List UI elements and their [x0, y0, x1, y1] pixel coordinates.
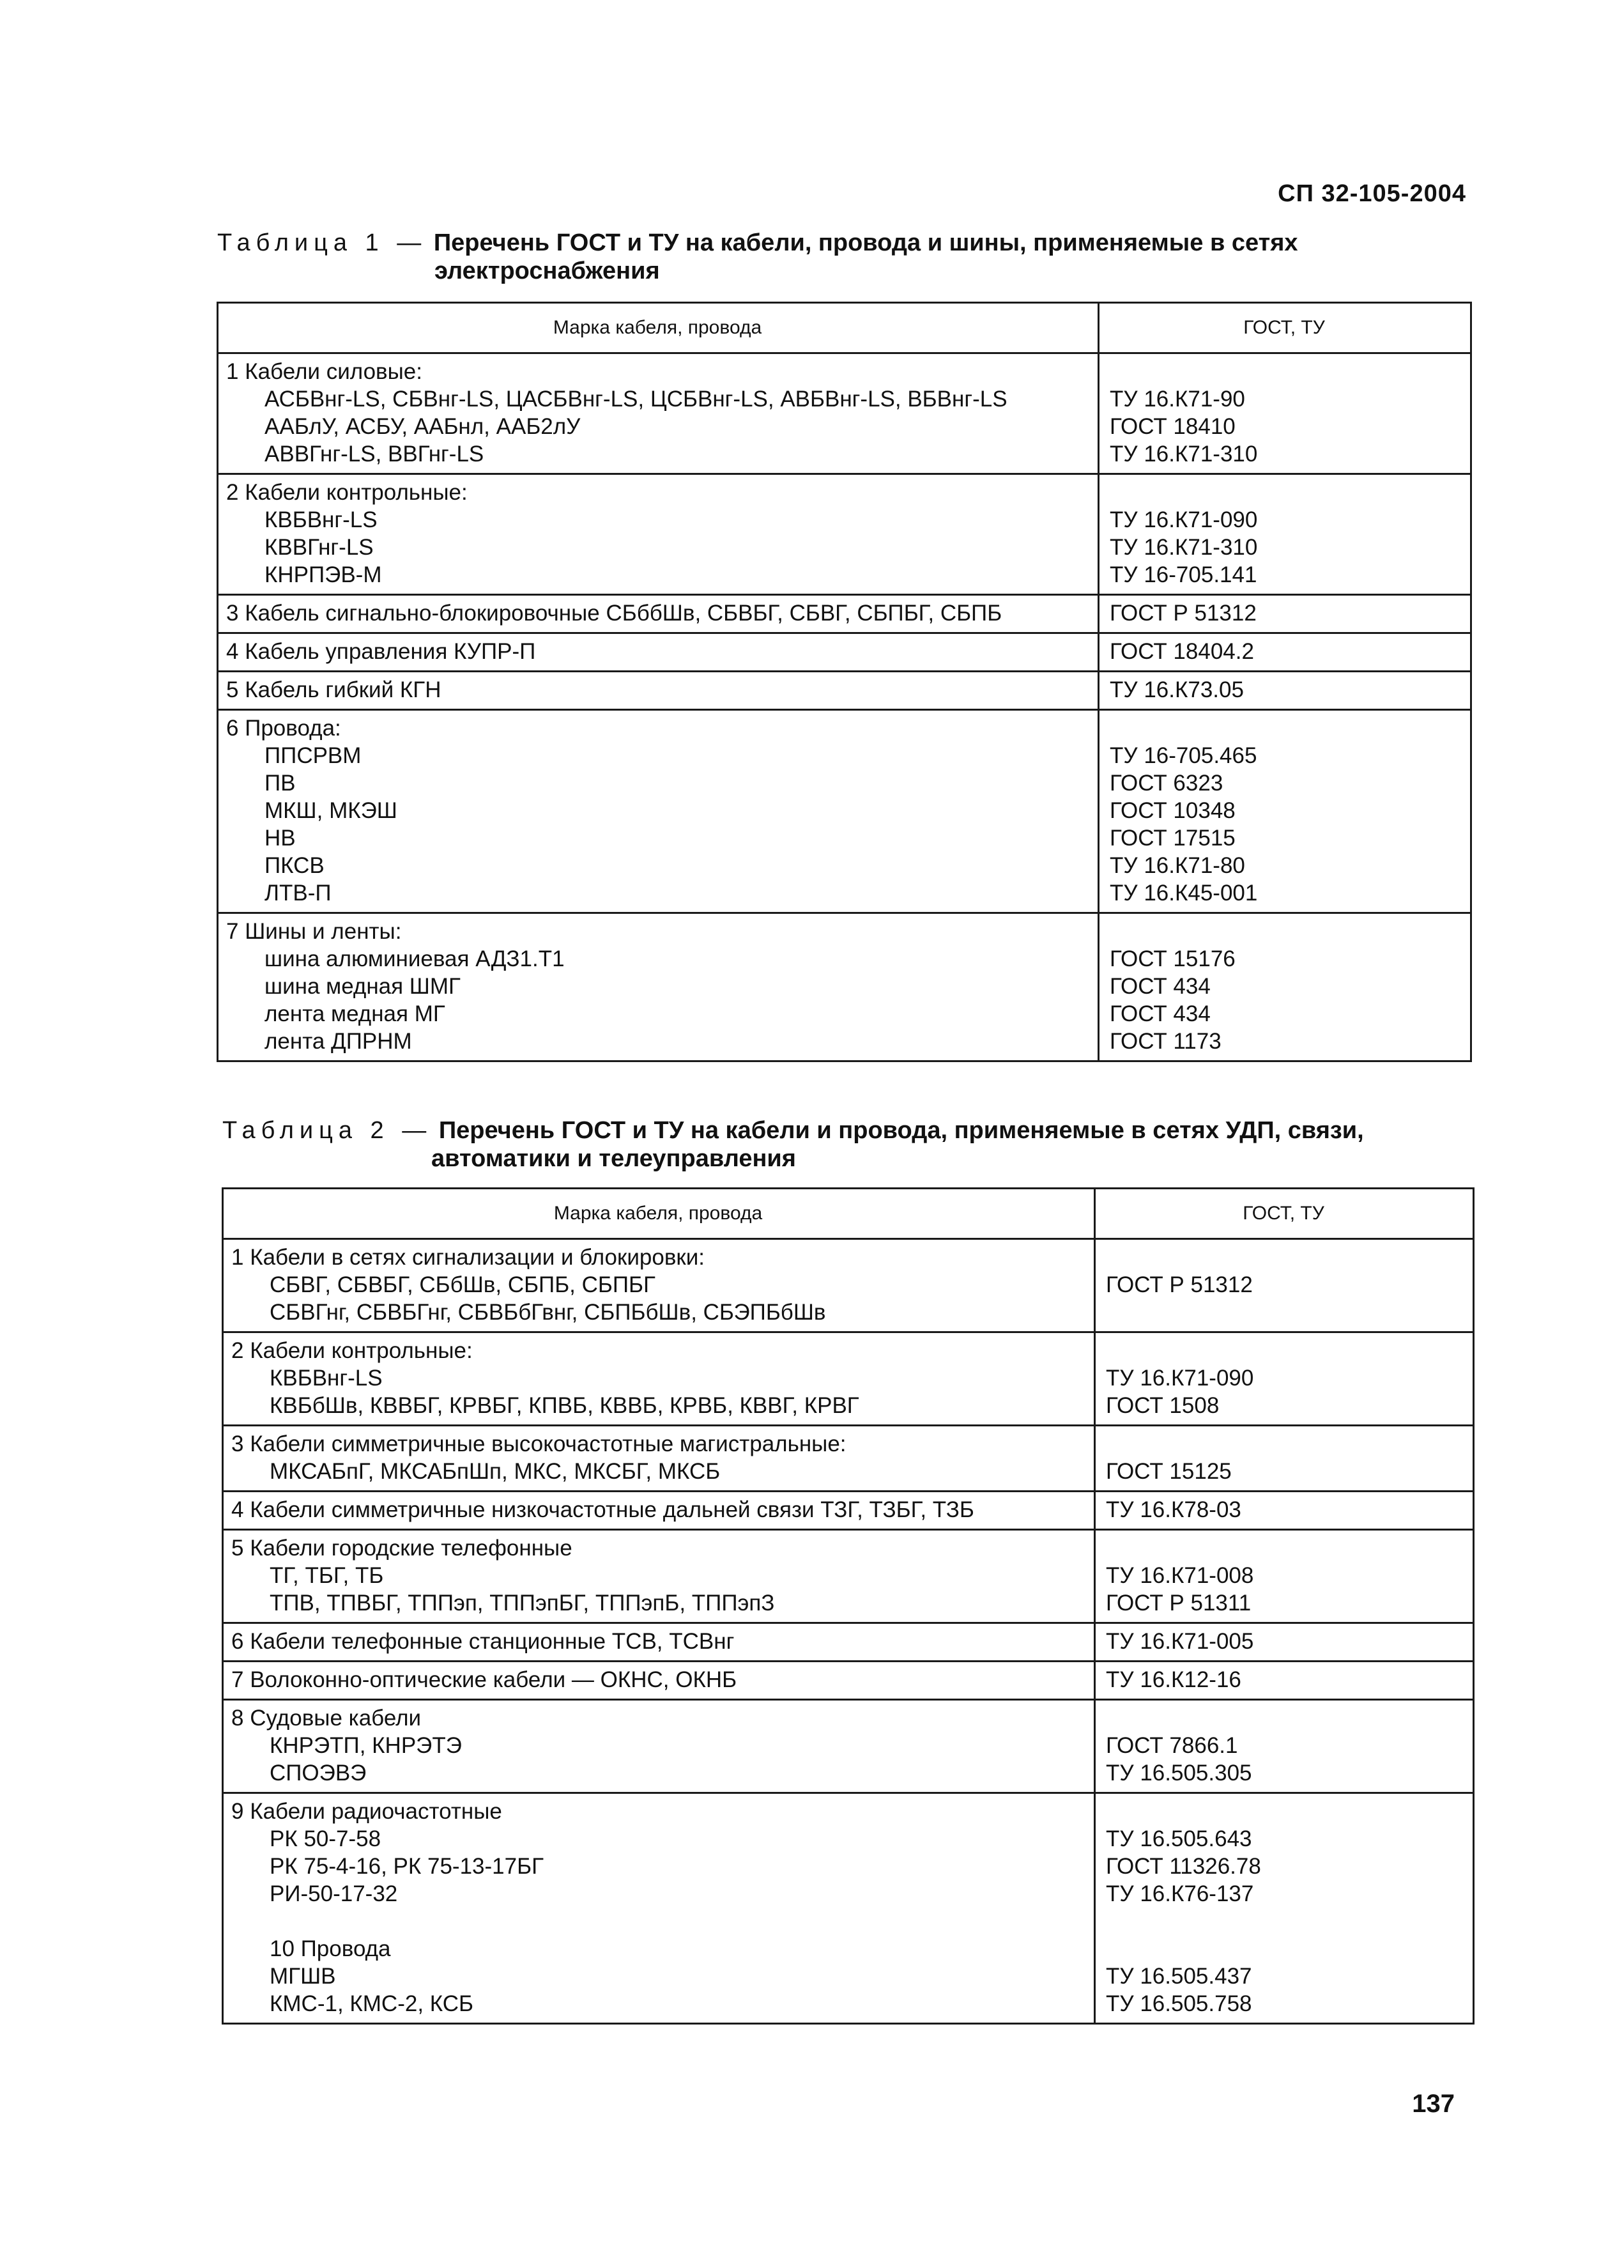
table-row	[218, 474, 1471, 595]
row-title: 6 Кабели телефонные станционные ТСВ, ТСВнг	[231, 1629, 735, 1654]
row-title: 3 Кабели симметричные высокочастотные магистральные:	[231, 1431, 846, 1456]
column-header-cable-mark: Марка кабеля, провода	[218, 303, 1099, 353]
spacer	[1103, 1430, 1464, 1458]
cable-mark: КВБбШв, КВВБГ, КРВБГ, КПВБ, КВВБ, КРВБ, КВВГ, КРВГ	[270, 1393, 859, 1418]
table-row	[223, 1662, 1474, 1700]
table-row	[218, 633, 1471, 672]
spacer	[1107, 714, 1461, 742]
standard-cell	[1099, 913, 1471, 1061]
standard-reference: ГОСТ 434	[1110, 1001, 1211, 1026]
table-1-caption-label: Таблица 1 —	[217, 229, 427, 256]
cable-mark-cell	[223, 1793, 1095, 2024]
cable-mark: шина алюминиевая АДЗ1.Т1	[264, 946, 565, 971]
cable-mark-cell	[223, 1662, 1095, 1700]
column-header-standard: ГОСТ, ТУ	[1099, 303, 1471, 353]
standard-reference: ГОСТ Р 51312	[1106, 1272, 1253, 1297]
standard-cell	[1095, 1700, 1474, 1793]
table-row	[218, 353, 1471, 474]
cable-mark: ААБлУ, АСБУ, ААБнл, ААБ2лУ	[264, 414, 581, 439]
table-row	[218, 595, 1471, 633]
table-row	[218, 710, 1471, 913]
cable-mark: ЛТВ-П	[264, 881, 332, 906]
cable-mark: лента ДПРНМ	[264, 1029, 412, 1054]
row-title: 5 Кабели городские телефонные	[231, 1536, 572, 1561]
standard-cell	[1099, 353, 1471, 474]
cable-mark: СБВГнг, СБВБГнг, СБВБбГвнг, СБПБбШв, СБЭПБбШв	[270, 1300, 826, 1325]
standard-cell	[1095, 1426, 1474, 1492]
cable-mark: КНРПЭВ-М	[264, 562, 382, 587]
cable-mark-cell	[218, 710, 1099, 913]
row-title: 4 Кабель управления КУПР-П	[226, 639, 536, 664]
cable-mark: МГШВ	[270, 1964, 336, 1989]
table-row	[223, 1332, 1474, 1426]
standard-reference: ГОСТ Р 51311	[1106, 1591, 1252, 1616]
table-2-caption	[222, 1116, 1475, 1173]
standard-reference: ТУ 16.505.643	[1106, 1826, 1252, 1851]
table-row	[223, 1239, 1474, 1332]
standard-cell	[1095, 1793, 1474, 2024]
table-row	[223, 1623, 1474, 1662]
spacer	[1107, 479, 1461, 506]
cable-mark: ППСРВМ	[264, 743, 362, 768]
table-1-caption	[217, 229, 1469, 285]
cable-mark: СПОЭВЭ	[270, 1761, 367, 1786]
row-title: 8 Судовые кабели	[231, 1706, 422, 1731]
cable-mark: 10 Провода	[270, 1936, 391, 1961]
table-row	[223, 1700, 1474, 1793]
standard-reference: ГОСТ 18404.2	[1110, 639, 1254, 664]
cable-mark-cell	[223, 1239, 1095, 1332]
standard-cell	[1099, 710, 1471, 913]
row-title: 4 Кабели симметричные низкочастотные дальней связи ТЗГ, ТЗБГ, ТЗБ	[231, 1497, 974, 1522]
standard-reference: ТУ 16.505.305	[1106, 1761, 1252, 1786]
standard-reference: ТУ 16.К71-005	[1106, 1629, 1254, 1654]
standard-reference: ТУ 16.К45-001	[1110, 881, 1258, 906]
spacer	[1107, 918, 1461, 945]
cable-mark-cell	[218, 913, 1099, 1061]
page-number: 137	[1412, 2090, 1455, 2118]
standard-reference: ТУ 16-705.141	[1110, 562, 1257, 587]
standard-cell	[1095, 1492, 1474, 1530]
table-row	[218, 913, 1471, 1061]
row-title: 3 Кабель сигнально-блокировочные СБббШв, СБВБГ, СБВГ, СБПБГ, СБПБ	[226, 601, 1002, 626]
standard-reference: ГОСТ 7866.1	[1106, 1733, 1238, 1758]
table-1-caption-title: Перечень ГОСТ и ТУ на кабели, провода и шины, применяемые в сетях	[433, 229, 1298, 256]
standard-reference	[1103, 1935, 1464, 1963]
table-row	[223, 1492, 1474, 1530]
cable-mark: шина медная ШМГ	[264, 974, 461, 999]
cable-mark: АВВГнг-LS, ВВГнг-LS	[264, 442, 484, 467]
cable-mark: КВБВнг-LS	[270, 1366, 383, 1391]
standard-reference: ГОСТ Р 51312	[1110, 601, 1257, 626]
cable-mark: РК 50-7-58	[270, 1826, 381, 1851]
standard-cell	[1099, 633, 1471, 672]
standard-reference: ГОСТ 15176	[1110, 946, 1236, 971]
cable-mark-cell	[223, 1623, 1095, 1662]
standard-reference	[1103, 1908, 1464, 1935]
spacer	[1103, 1244, 1464, 1271]
cable-mark-cell	[218, 595, 1099, 633]
table-row	[223, 1530, 1474, 1623]
cable-mark-cell	[218, 353, 1099, 474]
cable-mark-cell	[218, 474, 1099, 595]
cable-mark: РК 75-4-16, РК 75-13-17БГ	[270, 1854, 544, 1879]
table-2-caption-title: Перечень ГОСТ и ТУ на кабели и провода, применяемые в сетях УДП, связи,	[438, 1117, 1364, 1144]
table-2	[222, 1187, 1475, 2025]
cable-mark-cell	[223, 1492, 1095, 1530]
cable-mark-cell	[223, 1332, 1095, 1426]
cable-mark: ПКСВ	[264, 853, 325, 878]
table-2-caption-title-cont: автоматики и телеуправления	[431, 1145, 796, 1172]
standard-reference: ГОСТ 10348	[1110, 798, 1236, 823]
cable-mark-cell	[223, 1426, 1095, 1492]
standard-reference: ТУ 16.К71-090	[1110, 507, 1258, 532]
row-title: 2 Кабели контрольные:	[231, 1338, 473, 1363]
standard-cell	[1095, 1623, 1474, 1662]
row-title: 5 Кабель гибкий КГН	[226, 677, 441, 702]
cable-mark-cell	[218, 633, 1099, 672]
cable-mark: лента медная МГ	[264, 1001, 445, 1026]
standard-reference: ТУ 16.К71-90	[1110, 387, 1245, 412]
standard-cell	[1095, 1530, 1474, 1623]
standard-reference: ТУ 16.К12-16	[1106, 1667, 1241, 1692]
standard-reference: ТУ 16.К78-03	[1106, 1497, 1241, 1522]
spacer	[1103, 1337, 1464, 1364]
standard-reference: ГОСТ 11326.78	[1106, 1854, 1261, 1879]
standard-reference: ГОСТ 17515	[1110, 826, 1236, 851]
cable-mark: АСБВнг-LS, СБВнг-LS, ЦАСБВнг-LS, ЦСБВнг-LS, АВБВнг-LS, ВБВнг-LS	[264, 387, 1007, 412]
table-row	[218, 672, 1471, 710]
standard-reference: ГОСТ 6323	[1110, 771, 1223, 796]
cable-mark: ПВ	[264, 771, 296, 796]
cable-mark: КНРЭТП, КНРЭТЭ	[270, 1733, 462, 1758]
standard-cell	[1095, 1332, 1474, 1426]
row-title: 2 Кабели контрольные:	[226, 480, 468, 505]
standard-cell	[1099, 595, 1471, 633]
standard-cell	[1099, 672, 1471, 710]
table-row	[223, 1426, 1474, 1492]
cable-mark: КВВГнг-LS	[264, 535, 374, 560]
column-header-cable-mark: Марка кабеля, провода	[223, 1189, 1095, 1239]
standard-reference: ГОСТ 1508	[1106, 1393, 1220, 1418]
cable-mark: КМС-1, КМС-2, КСБ	[270, 1991, 474, 2016]
cable-mark: МКШ, МКЭШ	[264, 798, 397, 823]
standard-reference: ТУ 16.505.437	[1106, 1964, 1252, 1989]
cable-mark: МКСАБпГ, МКСАБпШп, МКС, МКСБГ, МКСБ	[270, 1459, 721, 1484]
standard-reference: ТУ 16.К71-008	[1106, 1563, 1254, 1588]
cable-mark: ТГ, ТБГ, ТБ	[270, 1563, 384, 1588]
spacer	[1107, 358, 1461, 385]
table-2-caption-label: Таблица 2 —	[222, 1117, 433, 1144]
table-2-header-row	[223, 1189, 1474, 1239]
standard-reference: ГОСТ 15125	[1106, 1459, 1232, 1484]
standard-reference: ТУ 16.К76-137	[1106, 1881, 1254, 1906]
standard-cell	[1095, 1239, 1474, 1332]
table-row	[223, 1793, 1474, 2024]
cable-mark-cell	[223, 1530, 1095, 1623]
row-title: 1 Кабели силовые:	[226, 359, 422, 384]
row-title: 6 Провода:	[226, 716, 341, 741]
table-1-header-row	[218, 303, 1471, 353]
standard-reference: ТУ 16.К71-310	[1110, 535, 1258, 560]
standard-reference: ГОСТ 18410	[1110, 414, 1236, 439]
spacer	[1103, 1534, 1464, 1562]
cable-mark-cell	[223, 1700, 1095, 1793]
cable-mark	[231, 1908, 1085, 1935]
column-header-standard: ГОСТ, ТУ	[1095, 1189, 1474, 1239]
standard-cell	[1099, 474, 1471, 595]
standard-reference: ТУ 16.505.758	[1106, 1991, 1252, 2016]
row-title: 1 Кабели в сетях сигнализации и блокировки:	[231, 1245, 705, 1270]
cable-mark: НВ	[264, 826, 296, 851]
standard-reference: ГОСТ 434	[1110, 974, 1211, 999]
table-1	[217, 302, 1472, 1062]
cable-mark: КВБВнг-LS	[264, 507, 378, 532]
table-1-caption-title-cont: электроснабжения	[434, 258, 660, 284]
spacer	[1103, 1798, 1464, 1825]
row-title: 7 Волоконно-оптические кабели — ОКНС, ОКНБ	[231, 1667, 737, 1692]
standard-reference: ТУ 16.К71-090	[1106, 1366, 1254, 1391]
row-title: 7 Шины и ленты:	[226, 919, 402, 944]
standard-reference: ТУ 16.К71-310	[1110, 442, 1258, 467]
row-title: 9 Кабели радиочастотные	[231, 1799, 502, 1824]
standard-reference: ТУ 16-705.465	[1110, 743, 1257, 768]
standard-reference: ГОСТ 1173	[1110, 1029, 1222, 1054]
standard-reference: ТУ 16.К71-80	[1110, 853, 1245, 878]
cable-mark: СБВГ, СБВБГ, СБбШв, СБПБ, СБПБГ	[270, 1272, 655, 1297]
cable-mark: РИ-50-17-32	[270, 1881, 398, 1906]
cable-mark: ТПВ, ТПВБГ, ТППэп, ТППэпБГ, ТППэпБ, ТППэпЗ	[270, 1591, 775, 1616]
cable-mark-cell	[218, 672, 1099, 710]
standard-cell	[1095, 1662, 1474, 1700]
standard-reference: ТУ 16.К73.05	[1110, 677, 1244, 702]
document-code: СП 32-105-2004	[1278, 180, 1466, 207]
spacer	[1103, 1704, 1464, 1732]
